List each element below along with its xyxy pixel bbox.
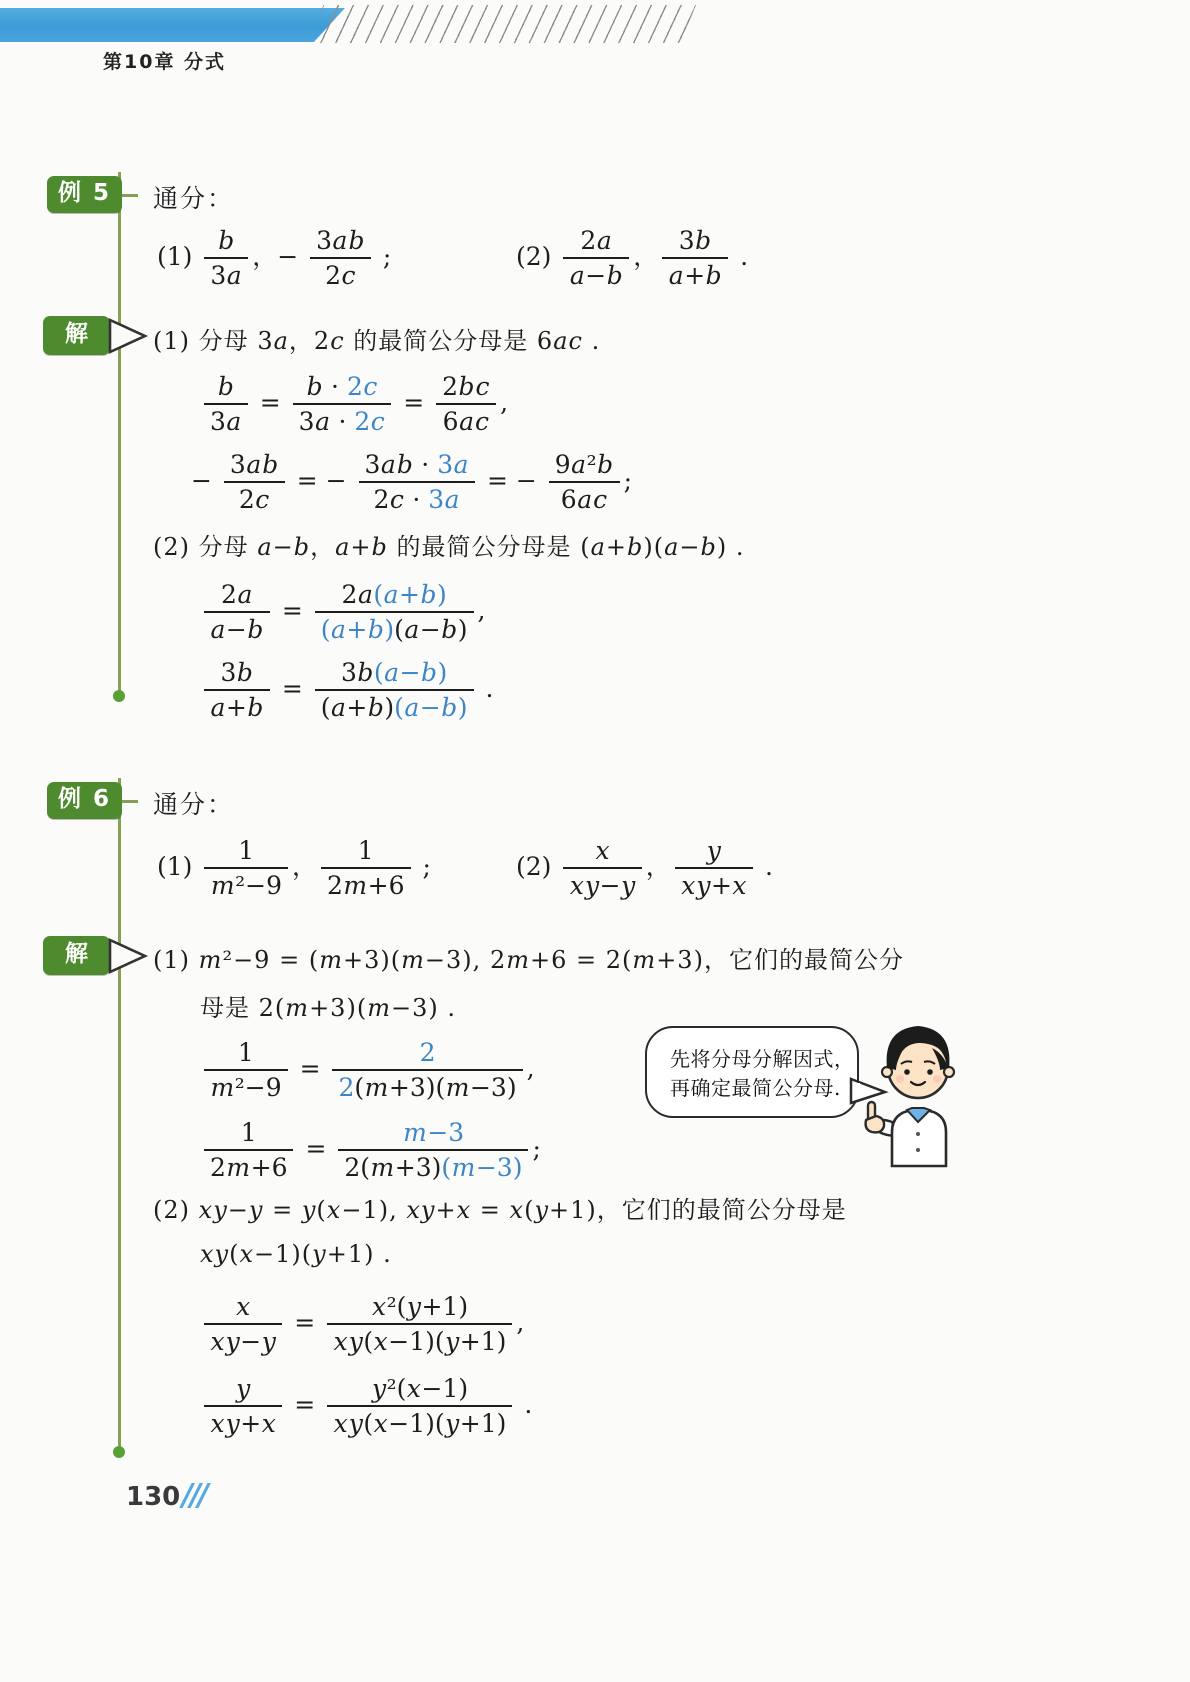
example-5-problem-2: (2) $\frac{2a}{a-b}$ ， $\frac{3b}{a+b}$ .: [516, 224, 748, 293]
solve-arrow-icon: [107, 934, 153, 978]
example-5-equation-4: $\frac{3b}{a+b}$ = $\frac{3b(a-b)}{(a+b)(a-b)}$ .: [200, 656, 493, 725]
example-5-problem-1: (1) $\frac{b}{3a}$ ，− $\frac{3ab}{2c}$ ;: [157, 224, 391, 293]
example-6-equation-3: $\frac{x}{xy-y}$ = $\frac{\text{x²(y+1)}}{xy(x-1)(y+1)}$ ,: [200, 1290, 524, 1359]
solve-arrow-icon: [107, 314, 153, 358]
example-6-equation-2: $\frac{1}{2m+6}$ = $\frac{m-3}{2(m+3)(m-3)}$ ;: [200, 1116, 541, 1185]
boy-illustration: [852, 1010, 984, 1168]
example-6-equation-4: $\frac{y}{xy+x}$ = $\frac{\text{y²(x−1)}}{xy(x-1)(y+1)}$ .: [200, 1372, 532, 1441]
example-6-problem-1: (1) $\frac{1}{\text{m²−9}}$ ， $\frac{1}{2m+6}$ ;: [157, 834, 431, 903]
example-5-solution-text-1: (1) 分母 3a，2c 的最简公分母是 6ac .: [153, 327, 601, 355]
example-5-solution-text-2: (2) 分母 a−b，a+b 的最简公分母是 (a+b)(a−b) .: [153, 533, 745, 561]
example-6-problem-2: (2) $\frac{x}{xy-y}$ ， $\frac{y}{xy+x}$ .: [516, 834, 773, 903]
example-6-solve-badge: 解: [43, 936, 110, 975]
banner-hatch-decoration: [308, 5, 696, 43]
chapter-banner: [0, 8, 345, 42]
speech-bubble-line-2: 再确定最简公分母.: [670, 1076, 841, 1100]
example-5-prompt: 通分：: [153, 184, 235, 213]
example-5-timeline-dot: [113, 690, 125, 702]
example-6-solution-line-2: 母是 2(m+3)(m−3) .: [200, 994, 457, 1022]
example-6-timeline-dot: [113, 1446, 125, 1458]
example-6-prompt: 通分：: [153, 790, 235, 819]
example-6-solution-line-1: (1) m²−9 = (m+3)(m−3), 2m+6 = 2(m+3)，它们的最简公分: [153, 946, 904, 974]
footer-slashes-decoration: ///: [182, 1478, 206, 1513]
example-6-solution-line-4: xy(x−1)(y+1) .: [200, 1240, 392, 1268]
example-6-timeline: [118, 778, 121, 1452]
example-5-timeline: [118, 172, 121, 698]
example-5-solve-badge: 解: [43, 316, 110, 355]
page-number: 130: [126, 1482, 181, 1512]
speech-bubble: [645, 1026, 859, 1118]
example-5-badge: 例 5: [47, 176, 122, 213]
chapter-title: 第10章 分式: [103, 51, 227, 73]
example-6-badge: 例 6: [47, 782, 122, 819]
example-6-solution-line-3: (2) xy−y = y(x−1), xy+x = x(y+1)，它们的最简公分母是: [153, 1196, 847, 1224]
example-6-equation-1: $\frac{1}{\text{m²−9}}$ = $\frac{2}{2(m+3)(m-3)}$ ,: [200, 1036, 535, 1105]
example-5-equation-2: − $\frac{3ab}{2c}$ = − $\frac{3ab \cdot 3a}{2c \cdot 3a}$ = − $\frac{\text{9a²b}}{6ac}$ ;: [191, 448, 632, 517]
example-5-equation-1: $\frac{b}{3a}$ = $\frac{b \cdot 2c}{3a \cdot 2c}$ = $\frac{2bc}{6ac}$ ,: [200, 370, 508, 439]
speech-bubble-line-1: 先将分母分解因式，: [670, 1047, 855, 1071]
example-5-equation-3: $\frac{2a}{a-b}$ = $\frac{2a(a+b)}{(a+b)(a-b)}$ ,: [200, 578, 486, 647]
